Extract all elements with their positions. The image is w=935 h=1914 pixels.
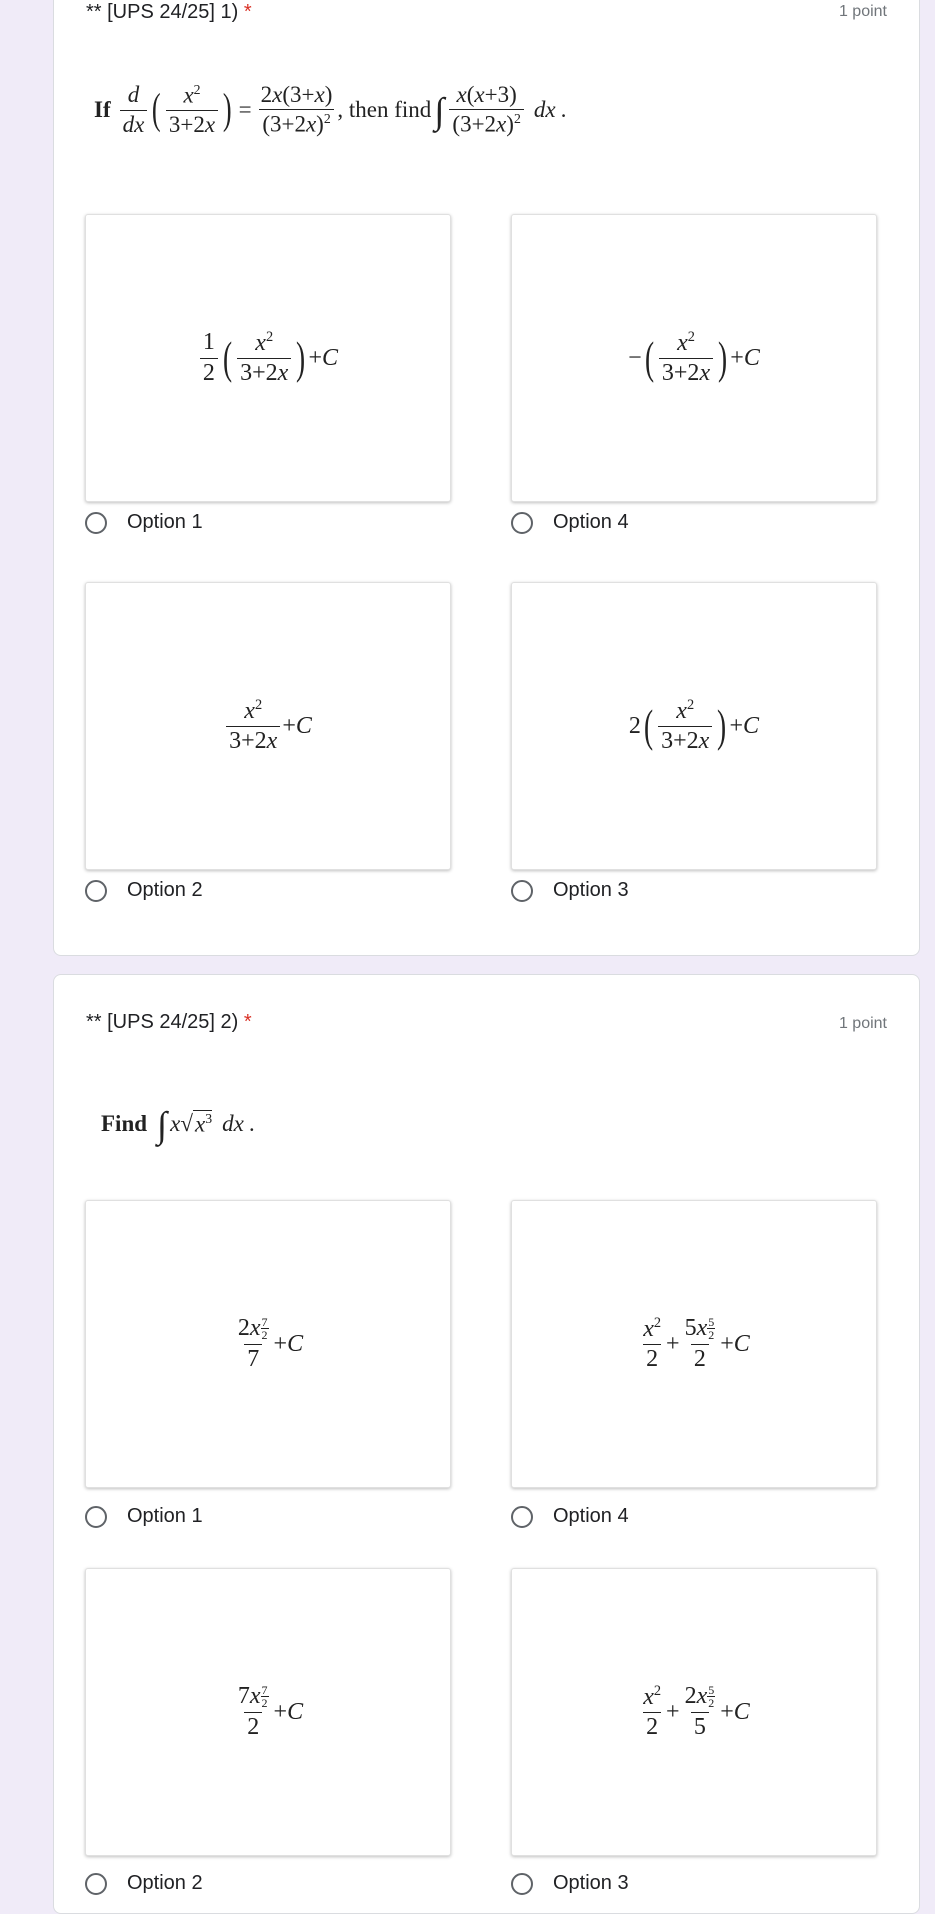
radio-button[interactable] xyxy=(85,512,107,534)
question-prefix: Find xyxy=(101,1111,148,1136)
option-radio-row[interactable] xyxy=(85,1872,203,1895)
option-label: Option 3 xyxy=(553,879,629,901)
option-image[interactable]: 2x $\frac{7}{2}$ 7 + C xyxy=(85,1200,451,1488)
radio-button[interactable] xyxy=(511,880,533,902)
option-label: Option 2 xyxy=(127,1872,203,1894)
option-image[interactable]: − ( $\frac{x^2}{3+2x}$ ) + C xyxy=(511,214,877,502)
option-radio-row[interactable] xyxy=(85,879,203,902)
option-image[interactable]: $\frac{x^2}{3+2x}$ + C xyxy=(85,582,451,870)
question-end: dx . xyxy=(533,97,568,122)
question-formula: ∫ x √ $x^3$ xyxy=(157,1103,213,1145)
question-image xyxy=(101,1097,255,1151)
option-label: Option 4 xyxy=(553,511,629,533)
question-formula: $\frac{d}{dx}$ ( $\frac{x^2}{3+2x}$ ) = $\frac{2x(3+x)}{(3+2x)^2}$ xyxy=(118,83,338,137)
option-radio-row[interactable] xyxy=(511,1872,629,1895)
radio-button[interactable] xyxy=(511,1873,533,1895)
question-title xyxy=(86,1,252,24)
question-card-1 xyxy=(53,0,920,956)
question-image xyxy=(94,73,567,147)
radio-button[interactable] xyxy=(85,1506,107,1528)
radio-button[interactable] xyxy=(85,880,107,902)
option-radio-row[interactable] xyxy=(511,1505,629,1528)
question-prefix: If xyxy=(94,97,111,122)
radio-button[interactable] xyxy=(511,512,533,534)
option-radio-row[interactable] xyxy=(511,511,629,534)
option-radio-row[interactable] xyxy=(85,1505,203,1528)
option-image[interactable]: 2 ( $\frac{x^2}{3+2x}$ ) + C xyxy=(511,582,877,870)
question-mid: , then find xyxy=(337,97,432,122)
points-label: 1 point xyxy=(838,1015,887,1032)
question-card-2 xyxy=(53,974,920,1914)
option-radio-row[interactable] xyxy=(85,511,203,534)
points-label: 1 point xyxy=(838,3,887,20)
question-title-text: ** [UPS 24/25] 1) xyxy=(86,1,239,23)
option-image[interactable]: $\frac{1}{2}$ ( $\frac{x^2}{3+2x}$ ) + C xyxy=(85,214,451,502)
required-mark: * xyxy=(243,1011,252,1033)
option-label: Option 4 xyxy=(553,1505,629,1527)
option-label: Option 3 xyxy=(553,1872,629,1894)
question-title xyxy=(86,1011,252,1034)
option-image[interactable]: $\frac{x^2}{2}$ + 5x $\frac{5}{2}$ 2 + C xyxy=(511,1200,877,1488)
option-label: Option 2 xyxy=(127,879,203,901)
question-title-text: ** [UPS 24/25] 2) xyxy=(86,1011,239,1033)
question-end: dx . xyxy=(222,1111,256,1136)
radio-button[interactable] xyxy=(85,1873,107,1895)
option-image[interactable]: $\frac{x^2}{2}$ + 2x $\frac{5}{2}$ 5 + C xyxy=(511,1568,877,1856)
option-label: Option 1 xyxy=(127,1505,203,1527)
question-integral: ∫ $\frac{x(x+3)}{(3+2x)^2}$ xyxy=(431,83,526,137)
option-label: Option 1 xyxy=(127,511,203,533)
required-mark: * xyxy=(243,1,252,23)
option-image[interactable]: 7x $\frac{7}{2}$ 2 + C xyxy=(85,1568,451,1856)
radio-button[interactable] xyxy=(511,1506,533,1528)
option-radio-row[interactable] xyxy=(511,879,629,902)
